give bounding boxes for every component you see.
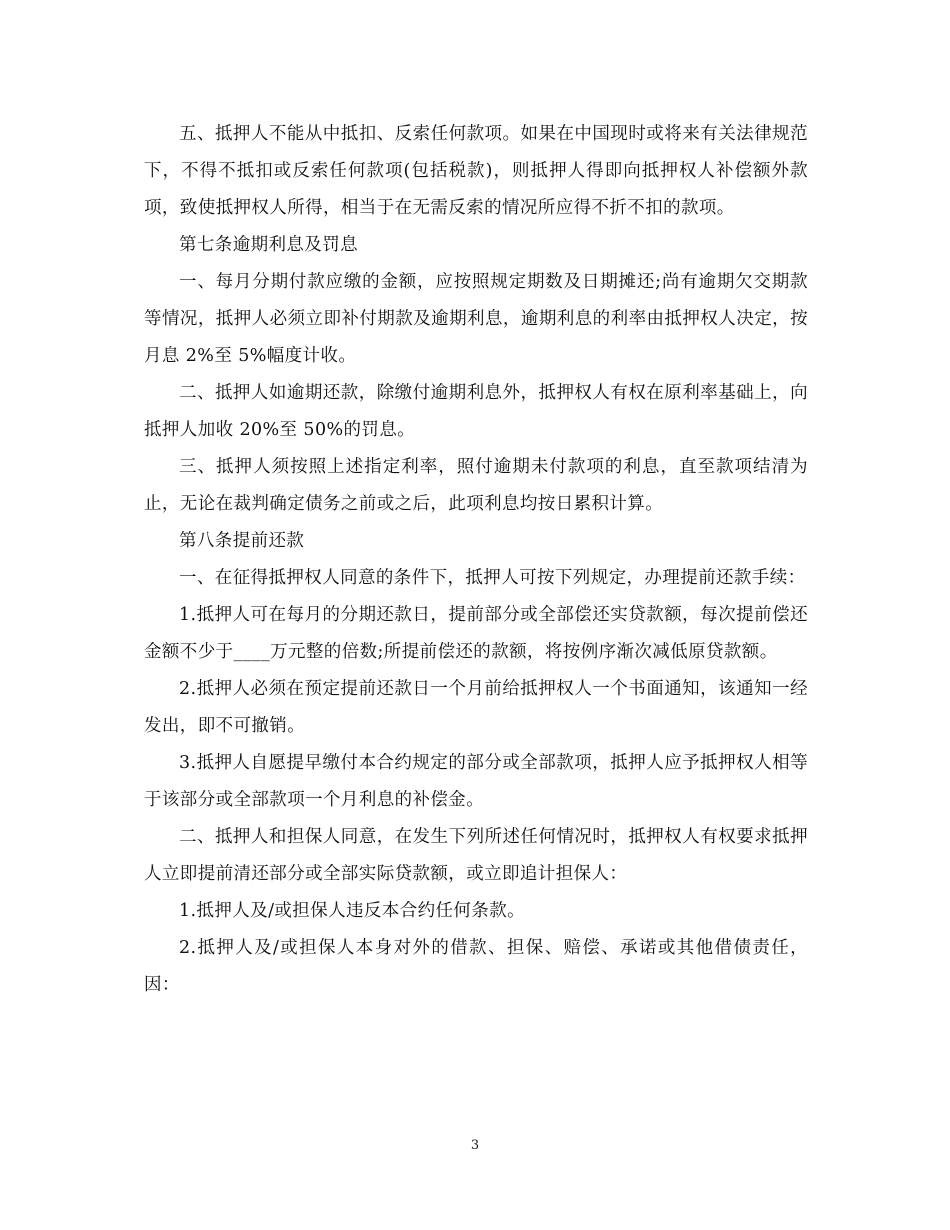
section-heading-article-8: 第八条提前还款: [179, 531, 305, 551]
paragraph-article-7-item-3: 三、抵押人须按照上述指定利率，照付逾期未付款项的利息，直至款项结清为止，无论在裁判确定债务之前或之后，此项利息均按日累积计算。: [144, 457, 808, 514]
paragraph-article-8-sub-2: 2.抵押人必须在预定提前还款日一个月前给抵押权人一个书面通知，该通知一经发出，即不可撤销。: [144, 679, 808, 736]
paragraph-article-8-item-2: 二、抵押人和担保人同意，在发生下列所述任何情况时，抵押权人有权要求抵押人立即提前清还部分或全部实际贷款额，或立即追计担保人：: [144, 827, 808, 884]
paragraph-article-8-sub-3: 3.抵押人自愿提早缴付本合约规定的部分或全部款项，抵押人应予抵押权人相等于该部分或全部款项一个月利息的补偿金。: [144, 753, 808, 810]
paragraph-article-7-item-2: 二、抵押人如逾期还款，除缴付逾期利息外，抵押权人有权在原利率基础上，向抵押人加收 20%至 50%的罚息。: [144, 383, 808, 440]
section-heading-article-7: 第七条逾期利息及罚息: [179, 235, 358, 255]
paragraph-article-8-item-1: 一、在征得抵押权人同意的条件下，抵押人可按下列规定，办理提前还款手续：: [179, 568, 806, 588]
paragraph-article-8-sub-1: 1.抵押人可在每月的分期还款日，提前部分或全部偿还实贷款额，每次提前偿还金额不少于____万元整的倍数;所提前偿还的款额，将按例序渐次减低原贷款额。: [144, 605, 808, 662]
paragraph-article-8-item-2-sub-2: 2.抵押人及/或担保人本身对外的借款、担保、赔偿、承诺或其他借债责任，因：: [144, 938, 808, 995]
paragraph-article-8-item-2-sub-1: 1.抵押人及/或担保人违反本合约任何条款。: [179, 901, 525, 921]
paragraph-article-7-item-1: 一、每月分期付款应缴的金额，应按照规定期数及日期摊还;尚有逾期欠交期款等情况，抵押人必须立即补付期款及逾期利息，逾期利息的利率由抵押权人决定，按月息 2%至 5%幅度计收。: [144, 272, 808, 366]
document-body: [144, 116, 808, 1004]
page-number: 3: [470, 1138, 480, 1153]
paragraph-clause-5: 五、抵押人不能从中抵扣、反索任何款项。如果在中国现时或将来有关法律规范下，不得不抵扣或反索任何款项(包括税款)，则抵押人得即向抵押权人补偿额外款项，致使抵押权人所得，相当于在无需反索的情况所应得不折不扣的款项。: [144, 124, 808, 218]
